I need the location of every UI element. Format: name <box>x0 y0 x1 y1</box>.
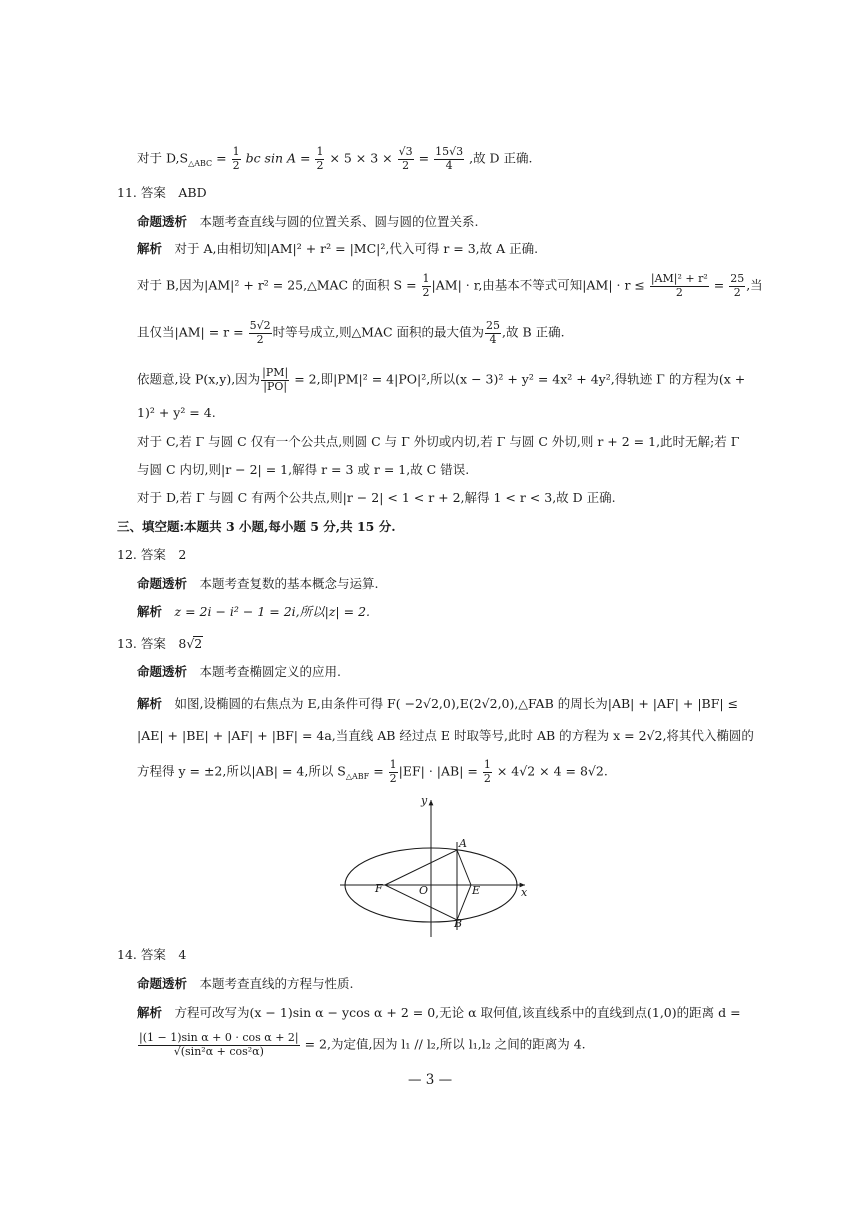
q12-analysis: 解析 z = 2i − i² − 1 = 2i,所以|z| = 2. <box>137 604 370 619</box>
text: 对于 D,S <box>137 150 189 166</box>
label-o: O <box>419 884 429 897</box>
fraction: $\frac{|PM|}{|PO|}$ <box>262 366 289 393</box>
text: = <box>212 150 231 166</box>
text: bc sin A = <box>245 150 315 166</box>
segment-ae <box>457 850 471 885</box>
fraction: $\frac{1}{2}$ <box>483 758 491 785</box>
q11-analysis-c2: 与圆 C 内切,则|r − 2| = 1,解得 r = 3 或 r = 1,故 C 错误. <box>137 462 470 477</box>
q11-analysis-b2: 且仅当|AM| = r = $\frac{5√2}{2}$ 时等号成立,则△MAC 面积的最大值为 $\frac{25}{4}$ ,故 B 正确. <box>137 319 565 346</box>
q13-intent: 命题透析 本题考查椭圆定义的应用. <box>137 664 342 679</box>
fraction: $\frac{25}{2}$ <box>730 272 745 299</box>
label-a: A <box>459 837 467 850</box>
q12-answer-header: 12. 答案 2 <box>117 547 187 562</box>
q11-analysis-c1: 对于 C,若 Γ 与圆 C 仅有一个公共点,则圆 C 与 Γ 外切或内切,若 Γ 与圆 C 外切,则 r + 2 = 1,此时无解;若 Γ <box>137 434 740 449</box>
text: × 5 × 3 × <box>329 150 397 166</box>
q11-trajectory-line: 依题意,设 P(x,y),因为 $\frac{|PM|}{|PO|}$ = 2,即|PM|² = 4|PO|²,所以(x − 3)² + y² = 4x² + 4y²,得轨迹 Γ 的方程为(x + <box>137 366 746 393</box>
intent-label: 命题透析 <box>137 214 188 229</box>
label-y: y <box>421 794 428 807</box>
q14-analysis-2: $\frac{\text{|(1 − 1)sin α + 0 · cos α + 2|}}{\text{√(sin²α + cos²α)}}$ = 2,为定值,因为 l₁ // l₂,所以 l₁,l₂ 之间的距离为 4. <box>139 1031 586 1058</box>
label-f: F <box>375 882 383 895</box>
q14-answer-header: 14. 答案 4 <box>117 947 187 962</box>
q11-answer-header: 11. 答案 ABD <box>117 185 207 200</box>
fraction: $\frac{1}{2}$ <box>316 145 324 172</box>
q10-option-d-line <box>137 146 533 172</box>
text: ,故 D 正确. <box>469 150 533 166</box>
fraction: $\frac{1}{2}$ <box>422 272 430 299</box>
intent-text: 本题考查直线与圆的位置关系、圆与圆的位置关系. <box>199 214 479 229</box>
section-3-title: 三、填空题:本题共 3 小题,每小题 5 分,共 15 分. <box>117 519 396 534</box>
fraction: $\frac{\text{|AM|² + r²}}{2}$ <box>650 272 708 299</box>
q13-answer-header: 13. 答案 8√2 <box>117 636 203 651</box>
q11-analysis-d: 对于 D,若 Γ 与圆 C 有两个公共点,则|r − 2| < 1 < r + 2,解得 1 < r < 3,故 D 正确. <box>137 490 616 505</box>
fraction: $\frac{25}{4}$ <box>486 319 501 346</box>
segment-be <box>457 885 471 920</box>
text: = <box>418 150 434 166</box>
fraction: $\frac{√3}{2}$ <box>398 145 413 172</box>
q14-intent: 命题透析 本题考查直线的方程与性质. <box>137 976 354 991</box>
q11-intent <box>137 216 479 229</box>
ellipse-figure <box>330 792 540 942</box>
q13-analysis-1: 解析 如图,设椭圆的右焦点为 E,由条件可得 F( −2√2,0),E(2√2,0),△FAB 的周长为|AB| + |AF| + |BF| ≤ <box>137 696 739 711</box>
fraction: $\frac{\text{|(1 − 1)sin α + 0 · cos α + 2|}}{\text{√(sin²α + cos²α)}}$ <box>139 1031 299 1058</box>
fraction: $\frac{1}{2}$ <box>232 145 240 172</box>
fraction: $\frac{5√2}{2}$ <box>249 319 271 346</box>
label-x: x <box>521 886 528 899</box>
analysis-label: 解析 <box>137 241 163 256</box>
label-e: E <box>472 884 481 897</box>
q11-analysis-a <box>137 243 538 256</box>
analysis-text: 对于 A,由相切知|AM|² + r² = |MC|²,代入可得 r = 3,故 A 正确. <box>174 241 539 256</box>
subscript: △ABC <box>188 159 213 169</box>
fraction: $\frac{15√3}{4}$ <box>435 145 464 172</box>
page-number: — 3 — <box>408 1072 453 1088</box>
q13-analysis-2: |AE| + |BE| + |AF| + |BF| = 4a,当直线 AB 经过点 E 时取等号,此时 AB 的方程为 x = 2√2,将其代入椭圆的 <box>137 728 754 743</box>
label-b: B <box>454 917 463 930</box>
q14-analysis-1: 解析 方程可改写为(x − 1)sin α − ycos α + 2 = 0,无论 α 取何值,该直线系中的直线到点(1,0)的距离 d = <box>137 1005 741 1020</box>
q11-trajectory-line-2: 1)² + y² = 4. <box>137 405 216 420</box>
q13-analysis-3: 方程得 y = ±2,所以|AB| = 4,所以 $S_{\triangle ABF}$ = $\frac{1}{2}$ |EF| · |AB| = $\frac{1}{2}$ × 4√2 × 4 = 8√2. <box>137 758 608 785</box>
q12-intent: 命题透析 本题考查复数的基本概念与运算. <box>137 576 379 591</box>
fraction: $\frac{1}{2}$ <box>389 758 397 785</box>
q11-analysis-b1: 对于 B,因为|AM|² + r² = 25,△MAC 的面积 S = $\frac{1}{2}$ |AM| · r,由基本不等式可知|AM| · r ≤ $\frac{\text{|AM|² + r²}}{2}$ = $\frac{25}{2}$ ,当 <box>137 272 763 299</box>
